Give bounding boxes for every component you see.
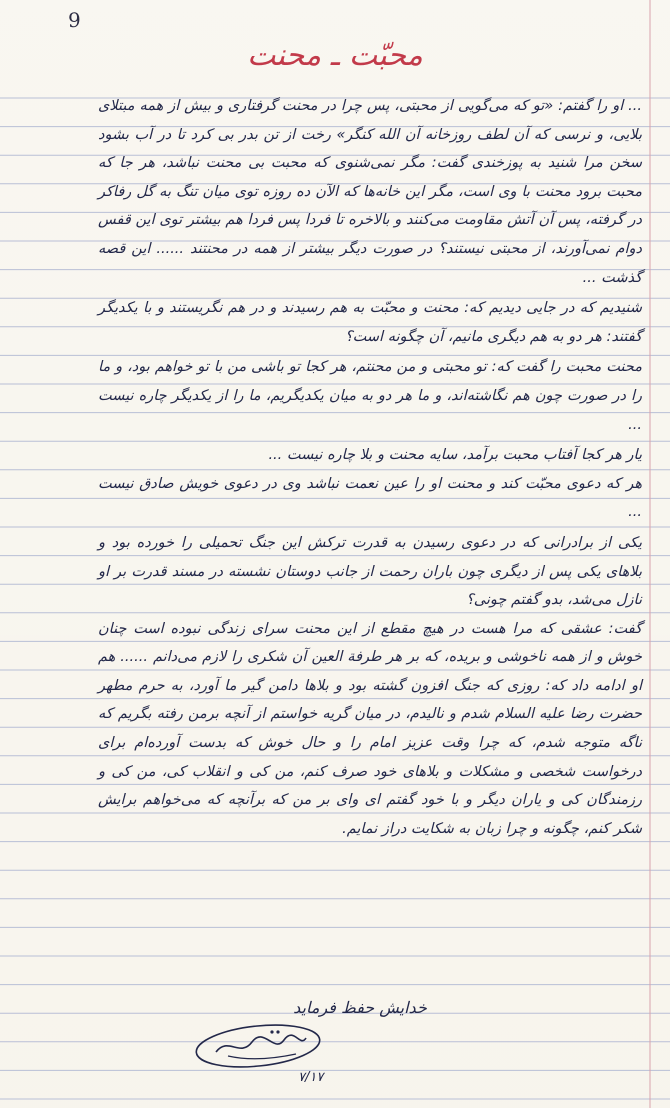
signature-date: ۷/۱۷ <box>298 1070 324 1085</box>
page-title: محبّت ـ محنت <box>247 38 423 73</box>
paragraph: محنت محبت را گفت که: تو محبتی و من محنتم، هر کجا تو باشی من با تو خواهم بود، و ما را در صورت چون هم نگاشته‌اند، و ما هر دو به میان یکدیگریم، ما را از یکدیگر چاره نیست ... <box>98 359 642 433</box>
paragraph: ... او را گفتم: «تو که می‌گویی از محبتی، پس چرا در محنت گرفتاری و بیش از همه مبتلای بلایی، و نرسی که آن لطف روزخانه آن الله کنگر» رخت از تن بدر بی کرد تا در آب بشود سخن مرا شنید به پوزخندی گفت: مگر نمی‌شنوی که محبت بی محنت نباشد، هر جا که محبت برود محنت با وی است، مگر این خانه‌ها که الآن ده روزه توی میان تنگ به گل رفاکر در گرفته، پس آن آتش مقاومت می‌کنند و بالاخره تا فردا پس فردا هم بیشتر توی این قفس دوام نمی‌آورند، از محبتی نیستند؟ در صورت دیگر بیشتر از همه در محنتند ...... این قصه گذشت ... <box>98 98 642 286</box>
paragraph: شنیدیم که در جایی دیدیم که: محنت و محبّت به هم رسیدند و در هم نگریستند و با یکدیگر گفتند: هر دو به هم دیگری مانیم، آن چگونه است؟ <box>98 300 642 345</box>
paragraph: یار هر کجا آفتاب محبت برآمد، سایه محنت و بلا چاره نیست ... <box>268 447 642 464</box>
paragraph: یکی از برادرانی که در دعوی رسیدن به قدرت ترکش این جنگ تحمیلی را خورده بود و بلاهای یکی پس از دیگری چون باران رحمت از جانب دوستان نشسته در مسند قدرت بر او نازل می‌شد، بدو گفتم چونی؟ <box>98 534 642 609</box>
page-number: 9 <box>68 8 81 32</box>
handwritten-body <box>98 92 642 843</box>
signature <box>188 1018 328 1074</box>
closing-line: خدایش حفظ فرماید <box>293 998 427 1017</box>
paragraph: گفت: عشقی که مرا هست در هیچ مقطع از این محنت سرای زندگی نبوده است چنان خوش و از همه ناخوشی و بریده، که بر هر طرفة العین آن شکری را لازم می‌دانم ...... هم او ادامه داد که: روزی که جنگ افزون گشته بود و بلاها دامن گیر ما آورد، به حرم مطهر حضرت رضا علیه السلام شدم و نالیدم، در میان گریه خواستم از آنچه برمن رفته بگریم که ناگه متوجه شدم، که چرا وقت عزیز امام را و حال خوش که بدست آورده‌ام برای درخواست شخصی و مشکلات و بلاهای خود صرف کنم، من کی و انقلاب کی، من کی و رزمندگان کی و یاران دیگر و با خود گفتم ای وای بر من که برآنچه که می‌خواهم برایش شکر کنم، چگونه و چرا زبان به شکایت دراز نمایم. <box>98 620 642 837</box>
paragraph: هر که دعوی محبّت کند و محنت او را عین نعمت نباشد وی در دعوی خویش صادق نیست ... <box>98 475 642 521</box>
